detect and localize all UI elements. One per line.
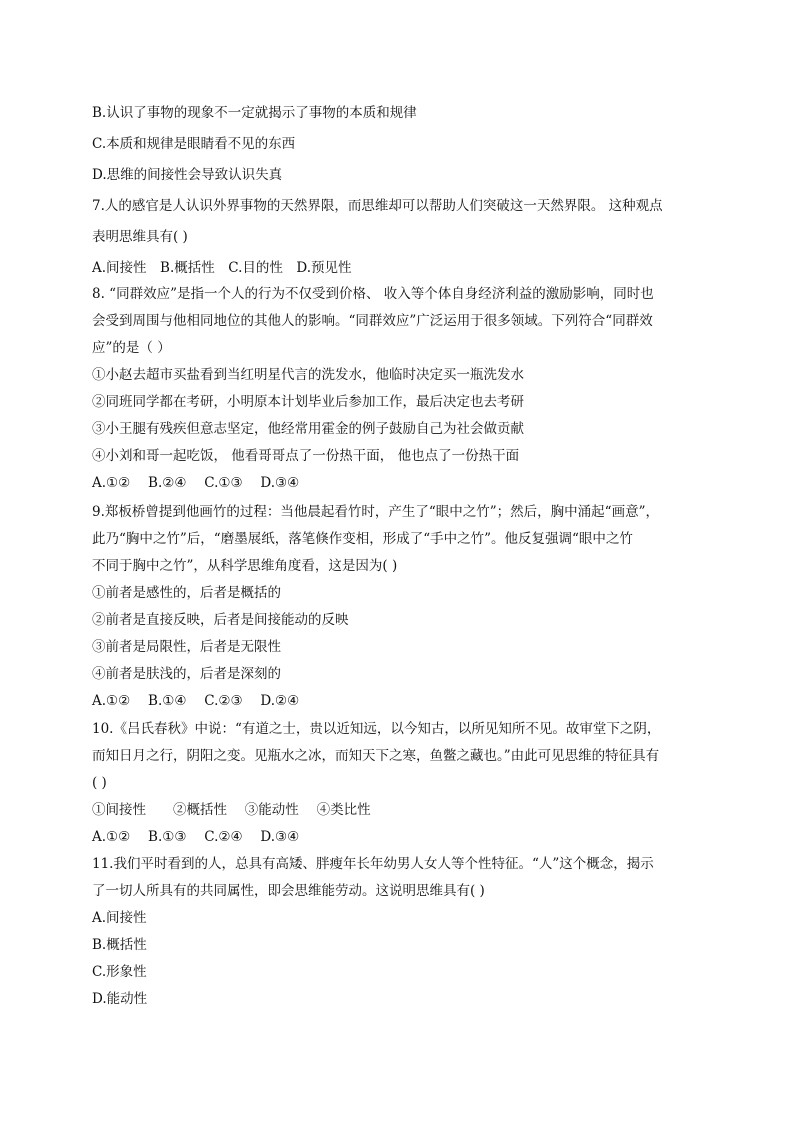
q11-option-a: A.间接性: [92, 910, 147, 926]
q7-options: A.间接性 B.概括性 C.目的性 D.预见性: [92, 260, 352, 276]
q7-stem-line-1: 7.人的感官是人认识外界事物的天然界限，而思维却可以帮助人们突破这一天然界限。 这种观点: [92, 198, 663, 214]
q8-stem-line-3: 应”的是（ ）: [92, 340, 171, 356]
q9-item-3: ③前者是局限性，后者是无限性: [92, 639, 281, 655]
q6-option-d: D.思维的间接性会导致认识失真: [92, 167, 283, 183]
q9-item-4: ④前者是肤浅的，后者是深刻的: [92, 666, 281, 682]
q9-item-1: ①前者是感性的，后者是概括的: [92, 585, 281, 601]
q11-stem-line-2: 了一切人所具有的共同属性，即会思维能劳动。这说明思维具有( ): [92, 883, 485, 899]
q9-options: A.①② B.①④ C.②③ D.②④: [92, 693, 300, 709]
q10-stem-line-2: 而知日月之行，阴阳之变。见瓶水之冰，而知天下之寒，鱼鳖之藏也。”由此可见思维的特征具有: [92, 748, 660, 764]
q8-item-2: ②同班同学都在考研，小明原本计划毕业后参加工作，最后决定也去考研: [92, 394, 524, 410]
q8-options: A.①② B.②④ C.①③ D.③④: [92, 475, 300, 491]
q8-item-3: ③小王腿有残疾但意志坚定，他经常用霍金的例子鼓励自己为社会做贡献: [92, 421, 524, 437]
q7-stem-line-2: 表明思维具有( ): [92, 229, 188, 245]
q8-item-1: ①小赵去超市买盐看到当红明星代言的洗发水，他临时决定买一瓶洗发水: [92, 367, 524, 383]
q11-option-c: C.形象性: [92, 964, 147, 980]
q8-item-4: ④小刘和哥一起吃饭， 他看哥哥点了一份热干面， 他也点了一份热干面: [92, 448, 520, 464]
q9-stem-line-1: 9.郑板桥曾提到他画竹的过程：当他晨起看竹时，产生了“眼中之竹”；然后，胸中涌起“画意”，: [92, 504, 659, 520]
q10-items: ①间接性 ②概括性 ③能动性 ④类比性: [92, 802, 371, 818]
q11-option-d: D.能动性: [92, 991, 148, 1007]
q10-stem-line-3: ( ): [92, 775, 107, 791]
q8-stem-line-1: 8. “同群效应”是指一个人的行为不仅受到价格、 收入等个体自身经济利益的激励影响，同时也: [92, 286, 654, 302]
q9-stem-line-3: 不同于胸中之竹”，从科学思维角度看，这是因为( ): [92, 558, 398, 574]
q11-option-b: B.概括性: [92, 937, 147, 953]
q10-stem-line-1: 10.《吕氏春秋》中说：“有道之士，贵以近知远，以今知古，以所见知所不见。故审堂下之阴，: [92, 721, 661, 737]
q8-stem-line-2: 会受到周围与他相同地位的其他人的影响。“同群效应”广泛运用于很多领域。下列符合“同群效: [92, 313, 653, 329]
q10-options: A.①② B.①③ C.②④ D.③④: [92, 829, 300, 845]
q9-item-2: ②前者是直接反映，后者是间接能动的反映: [92, 612, 349, 628]
q11-stem-line-1: 11.我们平时看到的人，总具有高矮、胖瘦年长年幼男人女人等个性特征。“人”这个概念，揭示: [92, 856, 654, 872]
q9-stem-line-2: 此乃“胸中之竹”后，“磨墨展纸，落笔倏作变相，形成了“手中之竹”。他反复强调“眼中之竹: [92, 531, 633, 547]
q6-option-c: C.本质和规律是眼睛看不见的东西: [92, 136, 296, 152]
q6-option-b: B.认识了事物的现象不一定就揭示了事物的本质和规律: [92, 105, 417, 121]
